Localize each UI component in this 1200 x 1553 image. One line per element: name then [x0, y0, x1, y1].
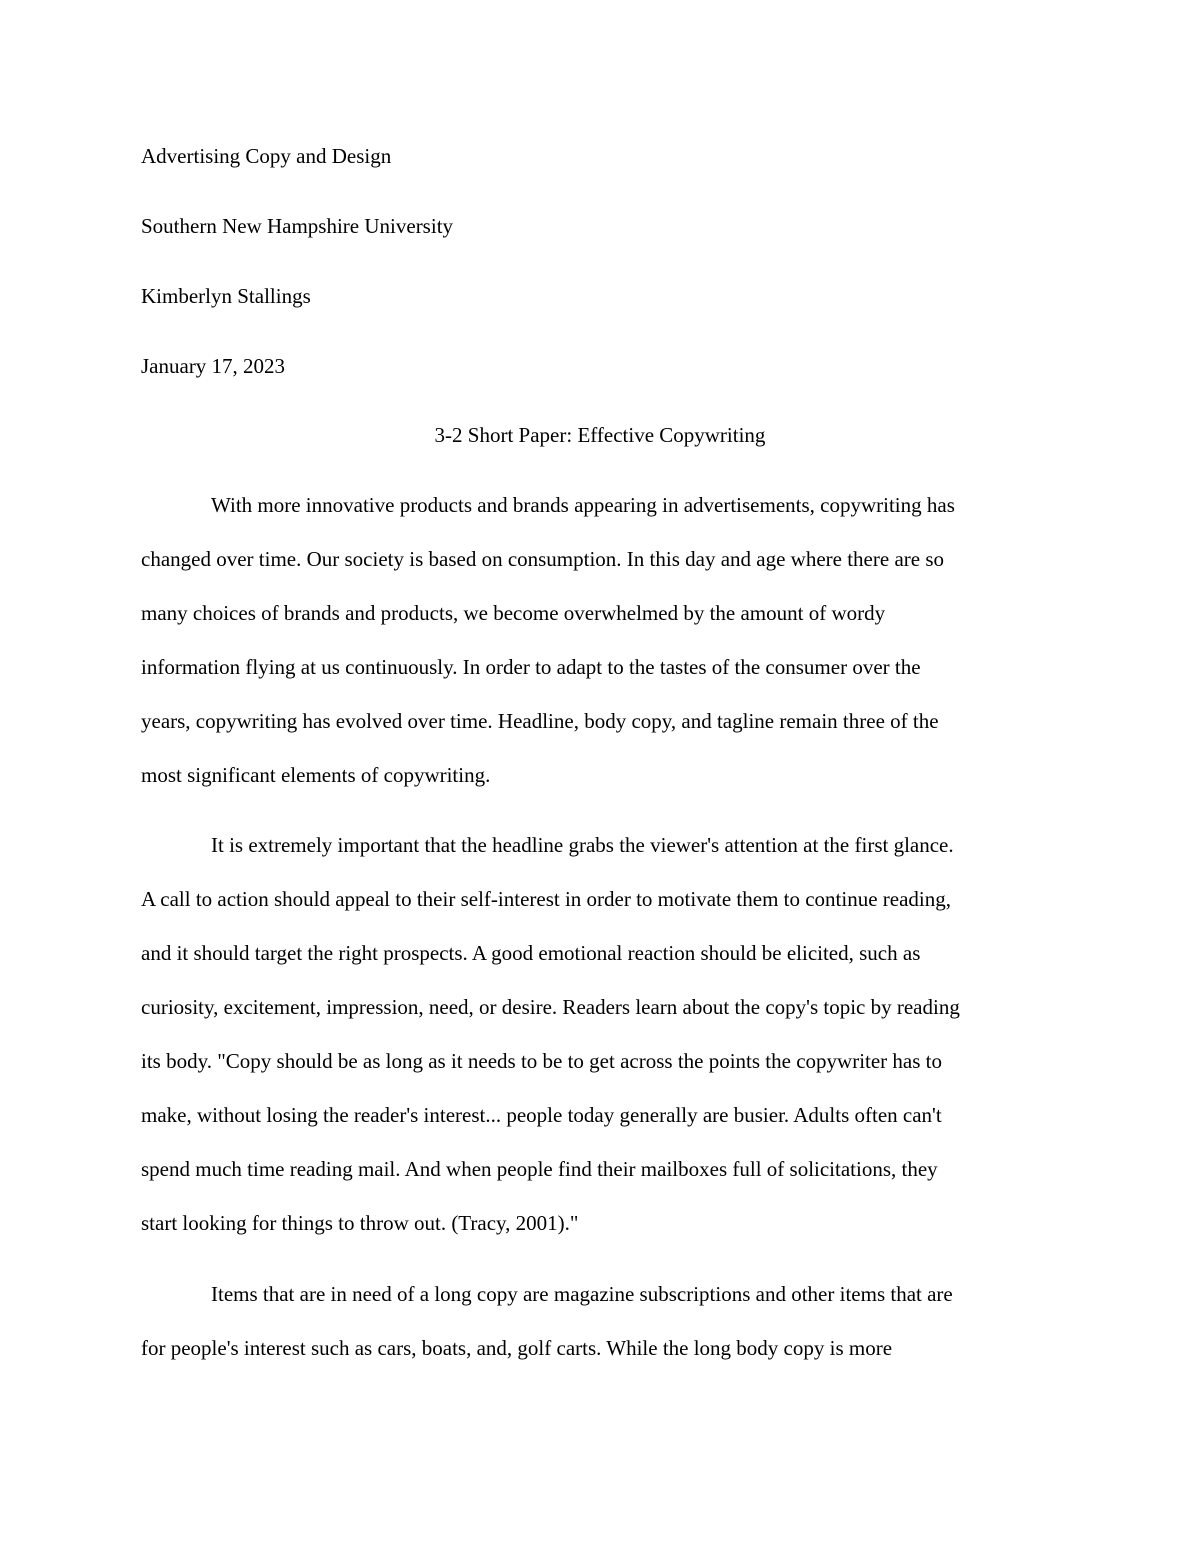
paragraph-2-line-6: make, without losing the reader's interest... people today generally are busier. Adults often can't: [141, 1103, 942, 1127]
institution-name: Southern New Hampshire University: [141, 214, 454, 238]
paragraph-1-line-5: years, copywriting has evolved over time. Headline, body copy, and tagline remain three of the: [141, 709, 939, 733]
paragraph-3-line-1: Items that are in need of a long copy are magazine subscriptions and other items that are: [211, 1282, 953, 1306]
paper-date: January 17, 2023: [141, 354, 286, 378]
paragraph-1-line-2: changed over time. Our society is based on consumption. In this day and age where there are so: [141, 547, 945, 571]
paper-title: 3-2 Short Paper: Effective Copywriting: [434, 423, 766, 447]
paragraph-1-line-3: many choices of brands and products, we become overwhelmed by the amount of wordy: [141, 601, 886, 625]
paragraph-2-line-2: A call to action should appeal to their self-interest in order to motivate them to continue reading,: [141, 887, 952, 911]
paragraph-2-line-7: spend much time reading mail. And when people find their mailboxes full of solicitations, they: [141, 1157, 938, 1181]
paragraph-2-line-4: curiosity, excitement, impression, need, or desire. Readers learn about the copy's topic by reading: [141, 995, 960, 1019]
paragraph-1-line-6: most significant elements of copywriting.: [141, 763, 491, 787]
paragraph-2-line-5: its body. "Copy should be as long as it needs to be to get across the points the copywriter has to: [141, 1049, 943, 1073]
paragraph-3-line-2: for people's interest such as cars, boats, and, golf carts. While the long body copy is more: [141, 1336, 893, 1360]
author-name: Kimberlyn Stallings: [141, 284, 311, 308]
paragraph-1-line-4: information flying at us continuously. In order to adapt to the tastes of the consumer over the: [141, 655, 921, 679]
course-name: Advertising Copy and Design: [141, 144, 392, 168]
paragraph-2-line-1: It is extremely important that the headline grabs the viewer's attention at the first glance.: [211, 833, 954, 857]
paragraph-2-line-8: start looking for things to throw out. (Tracy, 2001).": [141, 1211, 579, 1235]
paragraph-2-line-3: and it should target the right prospects. A good emotional reaction should be elicited, such as: [141, 941, 921, 965]
paragraph-1-line-1: With more innovative products and brands appearing in advertisements, copywriting has: [211, 493, 955, 517]
